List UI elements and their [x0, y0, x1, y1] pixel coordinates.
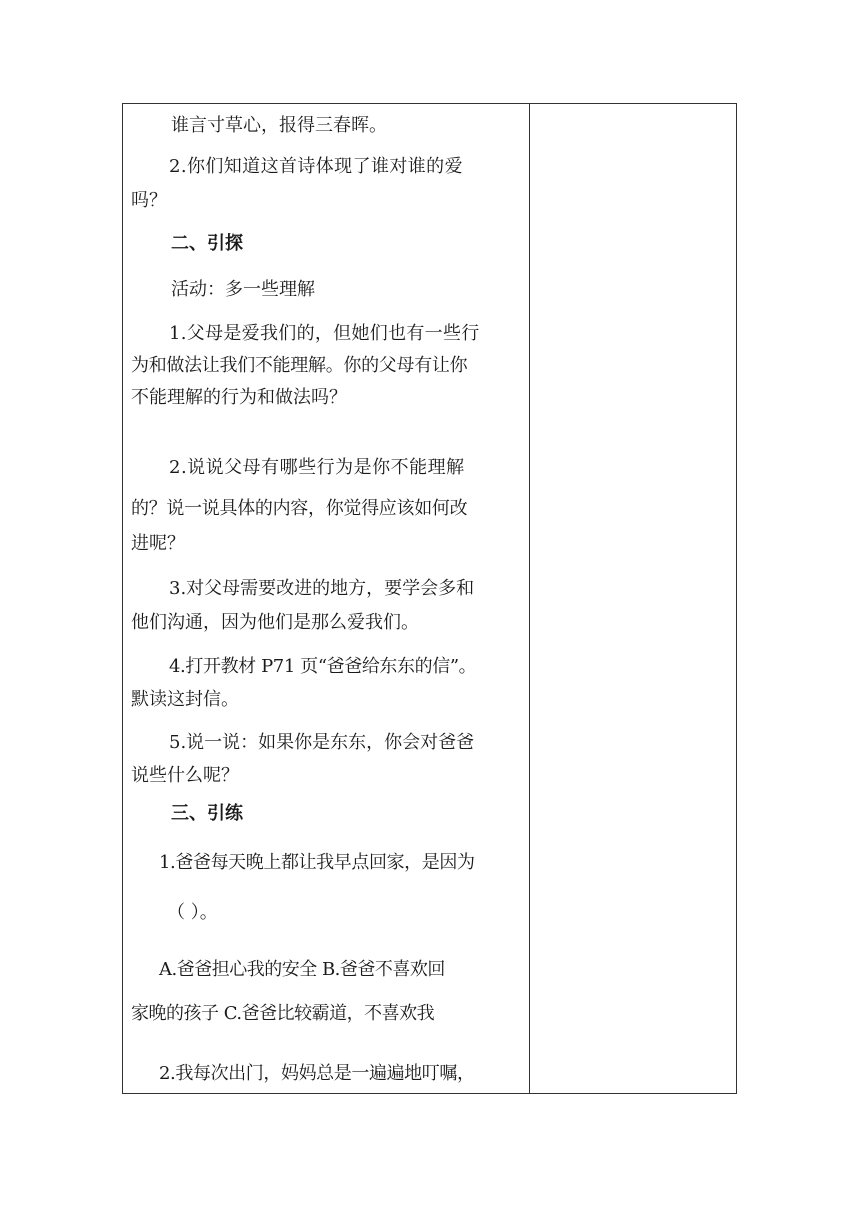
item-2-line-3: 进呢？	[131, 533, 185, 554]
item-5-line-1: 5.说一说：如果你是东东，你会对爸爸	[169, 732, 475, 753]
lesson-table	[122, 103, 737, 1094]
exercise-1-blank: （ ）。	[167, 902, 218, 923]
question-2-line-1: 2.你们知道这首诗体现了谁对谁的爱	[169, 156, 463, 177]
exercise-1-line-1: 1.爸爸每天晚上都让我早点回家，是因为	[159, 852, 475, 873]
item-4-line-1: 4.打开教材 P71 页“爸爸给东东的信”。	[169, 656, 477, 677]
item-5-line-2: 说些什么呢？	[131, 765, 239, 786]
section-heading-practice: 三、引练	[171, 803, 243, 824]
poem-line: 谁言寸草心，报得三春晖。	[171, 115, 387, 136]
exercise-1-options-line-2: 家晚的孩子 C.爸爸比较霸道，不喜欢我	[131, 1003, 435, 1024]
item-3-line-1: 3.对父母需要改进的地方，要学会多和	[169, 578, 475, 599]
question-2-line-2: 吗？	[131, 190, 167, 211]
section-heading-explore: 二、引探	[171, 233, 243, 254]
item-2-line-2: 的？说一说具体的内容，你觉得应该如何改	[131, 498, 468, 519]
item-1-line-2: 为和做法让我们不能理解。你的父母有让你	[131, 355, 468, 376]
column-divider	[529, 104, 530, 1093]
exercise-2-line-1: 2.我每次出门，妈妈总是一遍遍地叮嘱，	[159, 1063, 475, 1084]
item-1-line-3: 不能理解的行为和做法吗？	[131, 387, 347, 408]
item-2-line-1: 2.说说父母有哪些行为是你不能理解	[169, 457, 465, 478]
item-1-line-1: 1.父母是爱我们的，但她们也有一些行	[169, 323, 480, 344]
item-3-line-2: 他们沟通，因为他们是那么爱我们。	[131, 612, 419, 633]
exercise-1-options-line-1: A.爸爸担心我的安全 B.爸爸不喜欢回	[159, 959, 445, 980]
item-4-line-2: 默读这封信。	[131, 689, 239, 710]
activity-title: 活动：多一些理解	[171, 279, 315, 300]
